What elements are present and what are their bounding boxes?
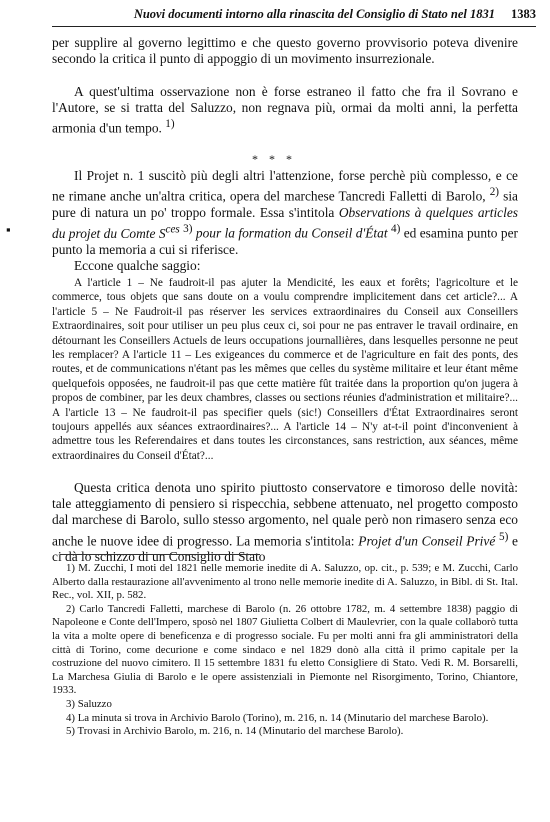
running-header xyxy=(52,4,536,24)
footnote-ref-2: 2) xyxy=(489,186,500,199)
footnote-1: 1) M. Zucchi, I moti del 1821 nelle memorie inedite di A. Saluzzo, op. cit., p. 539; e M. Zucchi, Carlo Alberto dalla restaurazione all'avvenimento al trono nelle memorie inedite di A. Saluzzo, in Bibl. di St. Ital. Rec., vol. XII, p. 582. xyxy=(52,562,518,602)
footnote-3: 3) Saluzzo xyxy=(66,697,112,710)
page-number: 1383 xyxy=(511,6,536,21)
footnotes xyxy=(52,562,518,739)
footnote-2: 2) Carlo Tancredi Falletti, marchese di Barolo (n. 26 ottobre 1782, m. 4 settembre 1838) paggio di Napoleone e Conte dell'Impero, sposò nel 1807 Giulietta Colbert di Maulevrier, con la quale collaborò tutta la vita a molte opere di beneficenza e di progresso sociale. Fu per molti anni fra gli amministratori della città di Torino, come decurione e come sindaco e nel 1829 donò alla città il primo capitale per la costruzione del nuovo cimitero. Il 15 settembre 1831 fu eletto Consigliere di Stato. Vedi R. M. Borsarelli, La Marchesa Giulia di Barolo e le opere assistenziali in Piemonte nel Risorgimento, Torino, Chiantore, 1933. xyxy=(52,602,518,697)
footnote-ref-1: 1) xyxy=(165,118,175,131)
quotation-text: A l'article 1 – Ne faudroit-il pas ajuter la Mendicité, les eaux et forêts; l'agricolture et le commerce, tous objets que sans doute on a voulu comprendre implicitement dans cet article?... A l'article 5 – Ne Faudroit-il pas réserver les services extraordinaires du Conseil aux Conseillers Extraordinaires, soit pour utiliser un peu plus ceux ci, soi pour ne pas entraver le travail ordinaire, en détournant les Conseillers Actuels de leurs occupations journallières, dans lesquelles personne ne peut les remplacer? A l'article 11 – Les exigeances du commerce et de l'agriculture en fait des ponts, des routes, et de communications n'étant pas les mêmes que celles du système militaire et leur étant même quelquefois opposées, ne faudroit-il pas que cette matière fût traitée dans la proportion qu'on jugera à propos de combiner, par les deux chambres, classes ou sections réunies d'administration et militaire?... A l'article 13 – Ne faudroit-il pas specifier quels (sic!) Conseillers d'État Extraordinaires seront toujours appellés aux séances extraordinaires?... A l'article 14 – N'y at-t-il point d'inconvenient à admettre tous les Referendaires et dans toutes les circonstances, sans restriction, aux séances, même extraordinaires du Conseil d'État?... xyxy=(52,277,518,462)
projet-title: Projet d'un Conseil Privé xyxy=(358,533,496,549)
footnote-ref-3: 3) xyxy=(183,223,193,236)
header-title: Nuovi documenti intorno alla rinascita del Consiglio di Stato nel 1831 xyxy=(133,6,495,21)
paragraph-1 xyxy=(52,35,518,67)
paragraph-4-text-a: Questa critica denota uno spirito piuttosto conservatore e timoroso delle novità: tale atteggiamento di pensiero si rispecchia, sebbene attenuato, nel progetto composto dal marchese di Barolo, sullo stesso argomento, nel quale però non rimasero senza eco anche le nuove idee di progresso. La memoria s'intitola: xyxy=(52,480,518,549)
observations-title-2: pour la formation du Conseil d'État xyxy=(195,225,388,241)
paragraph-2-text: A quest'ultima osservazione non è forse estraneo il fatto che fra il Sovrano e l'Autore, se si tratta del Saluzzo, non regnava più, ormai da molti anni, la perfetta armonia d'un tempo. xyxy=(52,84,518,136)
observations-title: Observations à quelques articles du projet du Comte $S^{ces}$ xyxy=(52,204,518,241)
paragraph-3-text-b: sia pure di natura un po' troppo formale. Essa s'intitola xyxy=(52,188,518,220)
footnote-5: 5) Trovasi in Archivio Barolo, m. 216, n. 14 (Minutario del marchese Barolo). xyxy=(66,725,404,738)
paragraph-3 xyxy=(52,168,518,274)
header-rule xyxy=(52,26,536,27)
paragraph-4 xyxy=(52,480,518,565)
paragraph-1-text: per supplire al governo legittimo e che questo governo provvisorio poteva divenire secondo la critica il punto di appoggio di un movimento insurrezionale. xyxy=(52,35,518,67)
title-superscript: ces xyxy=(165,223,180,236)
margin-mark: ▪ xyxy=(6,222,11,237)
section-separator: * * * xyxy=(252,152,296,166)
paragraph-4-text-b: e ci dà lo schizzo di un Consiglio di Stato xyxy=(52,533,518,565)
paragraph-2 xyxy=(52,84,518,137)
paragraph-3-text-a: Il Projet n. 1 suscitò più degli altri l'attenzione, forse perchè più complesso, e ce ne rimane anche un'altra critica, opera del marchese Tancredi Falletti di Barolo, xyxy=(52,168,518,204)
footnote-4: 4) La minuta si trova in Archivio Barolo (Torino), m. 216, n. 14 (Minutario del marchese Barolo). xyxy=(66,711,489,724)
footnote-ref-5: 5) xyxy=(499,530,509,543)
footnote-ref-4: 4) xyxy=(390,223,401,236)
paragraph-3b: Eccone qualche saggio: xyxy=(74,257,201,273)
footnote-rule xyxy=(60,554,260,555)
paragraph-3-text-c: ed esamina punto per punto la memoria a cui si riferisce. xyxy=(52,225,518,257)
french-quotation xyxy=(52,276,518,463)
